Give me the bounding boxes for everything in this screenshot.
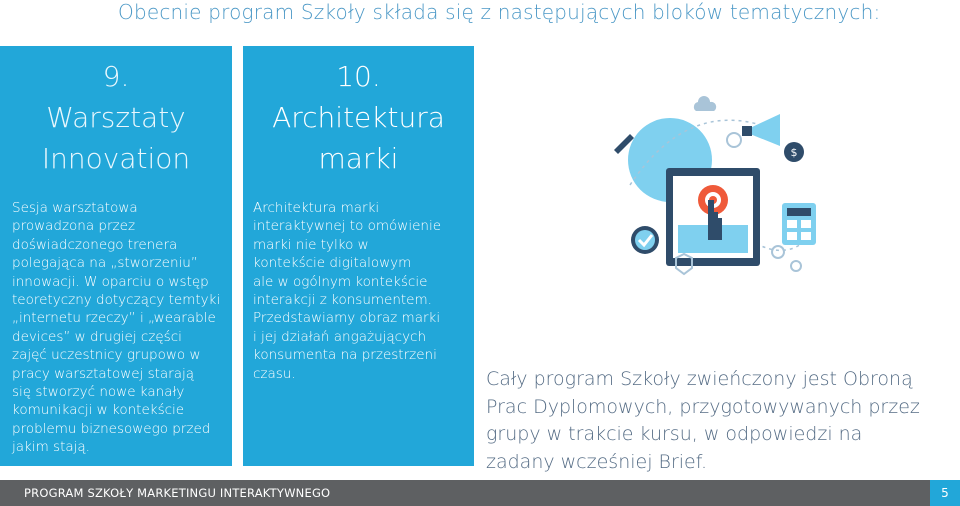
closing-text: Cały program Szkoły zwieńczony jest Obroną Prac Dyplomowych, przygotowywanych przez grupy w trakcie kursu, w odpowiedzi na zadany wcześniej Brief. — [486, 368, 920, 473]
page-heading: Obecnie program Szkoły składa się z następujących bloków tematycznych: — [118, 0, 881, 24]
lightbulb-icon — [727, 133, 741, 147]
card-title: 9. Warsztaty Innovation — [41, 60, 191, 175]
footer-program-name: PROGRAM SZKOŁY MARKETINGU INTERAKTYWNEGO — [24, 486, 331, 500]
card-body: Sesja warsztatowa prowadzona przez doświadczonego trenera polegająca na „stworzeniu” innowacji. W oparciu o wstęp teoretyczny dotyczący temtyki „internetu rzeczy” i „wearable devices” w drugiej części zajęć uczestnicy grupowo w pracy warsztatowej starają się stworzyć nowe kanały komunikacji w kontekście problemu biznesowego przed jakim stają. — [12, 200, 221, 456]
digital-marketing-illustration — [600, 90, 840, 310]
page-number: 5 — [930, 480, 960, 506]
cloud-icon — [694, 96, 716, 111]
card-brand-architecture — [243, 46, 474, 466]
card-body: Architektura marki interaktywnej to omówienie marki nie tylko w kontekście digitalowym ale w ogólnym kontekście interakcji z konsumentem. Przedstawiamy obraz marki i jej działań angażujących konsumenta na przestrzeni czasu. — [253, 200, 441, 382]
gear-icon — [772, 246, 784, 258]
gear-icon — [791, 261, 801, 271]
megaphone-icon — [750, 114, 780, 146]
svg-text:$: $ — [790, 146, 798, 159]
card-workshop-innovation — [0, 46, 232, 466]
footer-bar — [0, 480, 960, 506]
card-title: 10. Architektura marki — [272, 60, 445, 175]
